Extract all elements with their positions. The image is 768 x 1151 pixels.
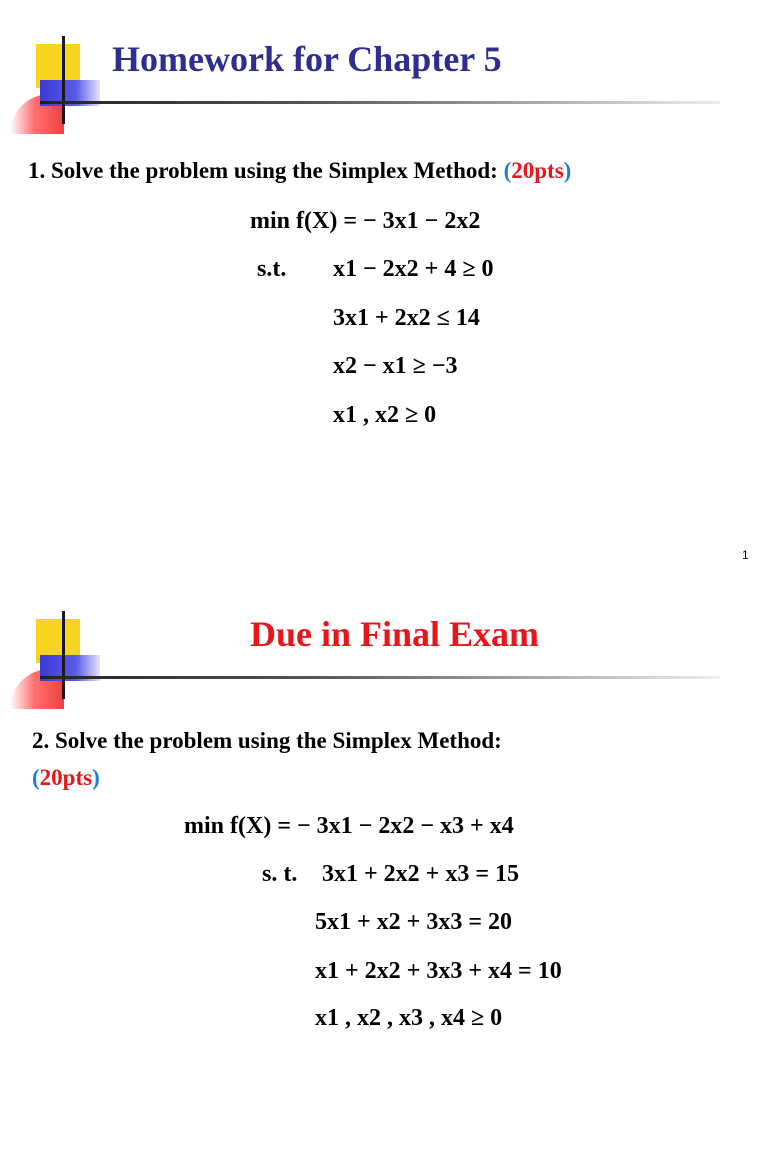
objective-function: min f(X) = − 3x1 − 2x2 − x3 + x4 (184, 813, 514, 839)
page-number: 1 (742, 548, 749, 562)
slide-logo-icon (0, 575, 110, 715)
problem-statement: 1. Solve the problem using the Simplex Method: (20pts) (28, 158, 572, 183)
page-title: Due in Final Exam (250, 614, 540, 654)
title-divider (40, 676, 720, 679)
objective-function: min f(X) = − 3x1 − 2x2 (250, 208, 481, 234)
constraint-4: x1 , x2 , x3 , x4 ≥ 0 (315, 1005, 503, 1031)
slide-2 (0, 575, 768, 1151)
page-title: Homework for Chapter 5 (112, 39, 502, 79)
subject-to-label: s. t. (262, 861, 298, 887)
constraint-2: 5x1 + x2 + 3x3 = 20 (315, 909, 513, 935)
points-badge: (20pts) (503, 158, 572, 183)
constraint-3: x2 − x1 ≥ −3 (333, 353, 458, 379)
points-badge: (20pts) (32, 765, 100, 790)
constraint-1: 3x1 + 2x2 + x3 = 15 (322, 861, 520, 887)
title-divider (40, 101, 720, 104)
constraint-4: x1 , x2 ≥ 0 (333, 402, 437, 428)
slide-logo-icon (0, 0, 110, 140)
problem-statement: 2. Solve the problem using the Simplex Method: (32, 728, 502, 753)
constraint-1: x1 − 2x2 + 4 ≥ 0 (333, 256, 494, 282)
constraint-2: 3x1 + 2x2 ≤ 14 (333, 305, 480, 331)
subject-to-label: s.t. (257, 256, 287, 282)
constraint-3: x1 + 2x2 + 3x3 + x4 = 10 (315, 958, 562, 984)
